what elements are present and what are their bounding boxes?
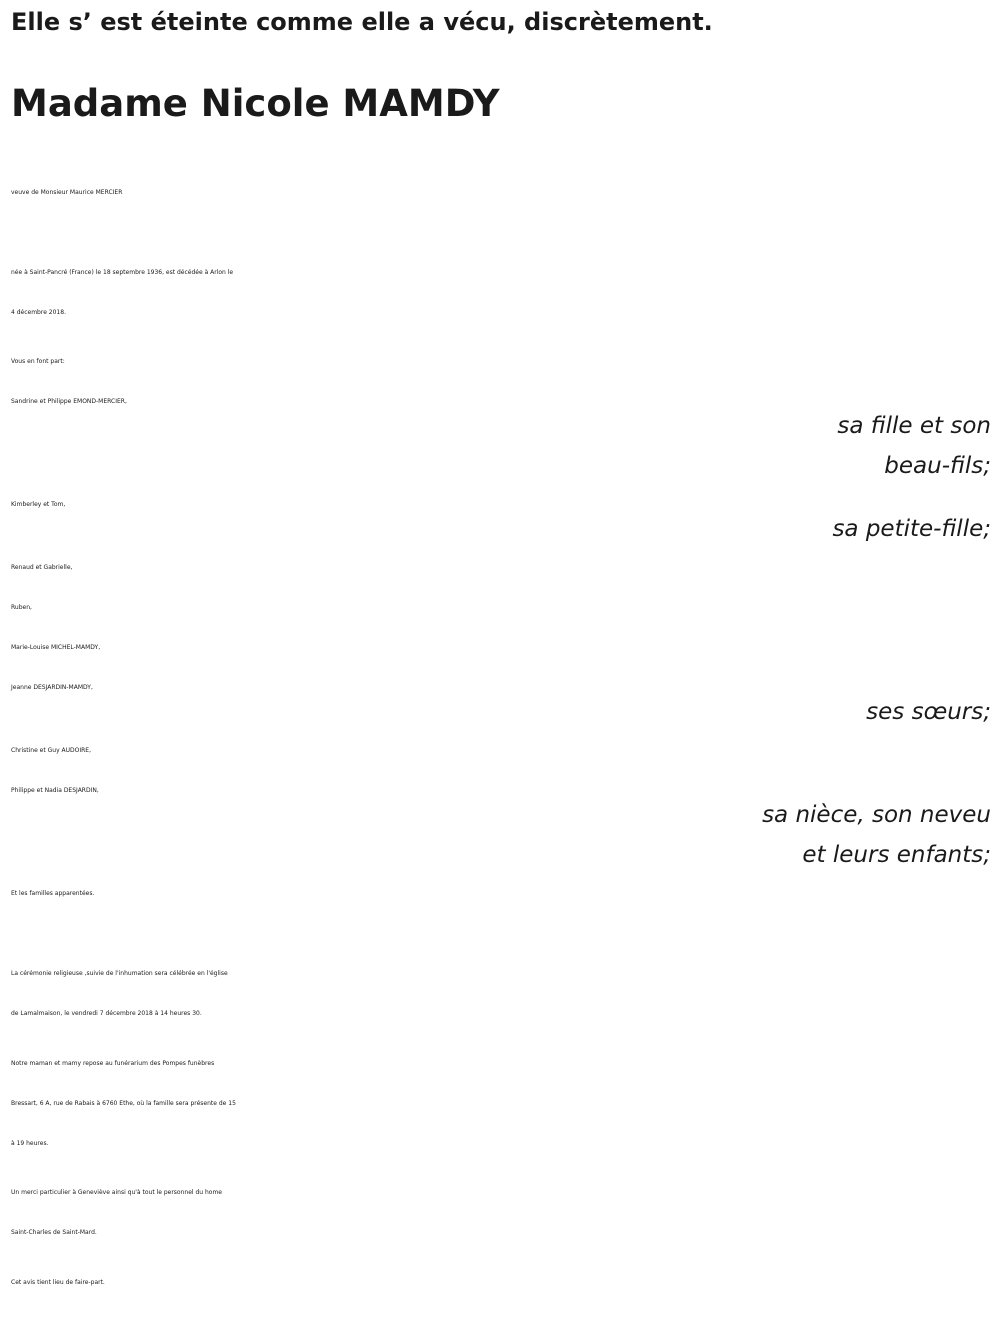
deceased-name: Madame Nicole MAMDY — [11, 82, 500, 125]
funeral-home-line-1: Notre maman et mamy repose au funérarium des Pompes funèbres — [11, 1060, 215, 1067]
family-daughter-relation-2: beau-fils; — [884, 453, 991, 479]
family-sister-3: Marie-Louise MICHEL-MAMDY, — [11, 644, 101, 651]
family-niece-1: Christine et Guy AUDOIRE, — [11, 747, 92, 754]
ceremony-line-1: La cérémonie religieuse ,suivie de l'inhumation sera célébrée en l'église — [11, 970, 228, 977]
closing-note: Cet avis tient lieu de faire-part. — [11, 1279, 105, 1286]
family-niece-2: Philippe et Nadia DESJARDIN, — [11, 787, 99, 794]
announcement-intro: Vous en font part: — [11, 358, 65, 365]
family-sister-1: Renaud et Gabrielle, — [11, 564, 73, 571]
family-sisters-relation: ses sœurs; — [866, 699, 991, 725]
family-nieces-relation-1: sa nièce, son neveu — [762, 802, 991, 828]
family-granddaughter-names: Kimberley et Tom, — [11, 501, 66, 508]
thanks-line-1: Un merci particulier à Geneviève ainsi qu'à tout le personnel du home — [11, 1189, 223, 1196]
family-daughter-names: Sandrine et Philippe EMOND-MERCIER, — [11, 398, 127, 405]
family-sister-2: Ruben, — [11, 604, 32, 611]
widow-of: veuve de Monsieur Maurice MERCIER — [11, 189, 123, 196]
epitaph: Elle s’ est éteinte comme elle a vécu, discrètement. — [11, 8, 713, 36]
family-sister-4: Jeanne DESJARDIN-MAMDY, — [11, 684, 93, 691]
funeral-home-line-3: à 19 heures. — [11, 1140, 49, 1147]
family-nieces-relation-2: et leurs enfants; — [802, 842, 991, 868]
funeral-home-line-2: Bressart, 6 A, rue de Rabais à 6760 Ethe, où la famille sera présente de 15 — [11, 1100, 236, 1107]
related-families: Et les familles apparentées. — [11, 890, 95, 897]
ceremony-line-2: de Lamalmaison, le vendredi 7 décembre 2018 à 14 heures 30. — [11, 1010, 202, 1017]
birth-death-line-1: née à Saint-Pancré (France) le 18 septembre 1936, est décédée à Arlon le — [11, 269, 234, 276]
birth-death-line-2: 4 décembre 2018. — [11, 309, 66, 316]
family-granddaughter-relation: sa petite-fille; — [832, 516, 991, 542]
family-daughter-relation-1: sa fille et son — [837, 413, 991, 439]
thanks-line-2: Saint-Charles de Saint-Mard. — [11, 1229, 97, 1236]
